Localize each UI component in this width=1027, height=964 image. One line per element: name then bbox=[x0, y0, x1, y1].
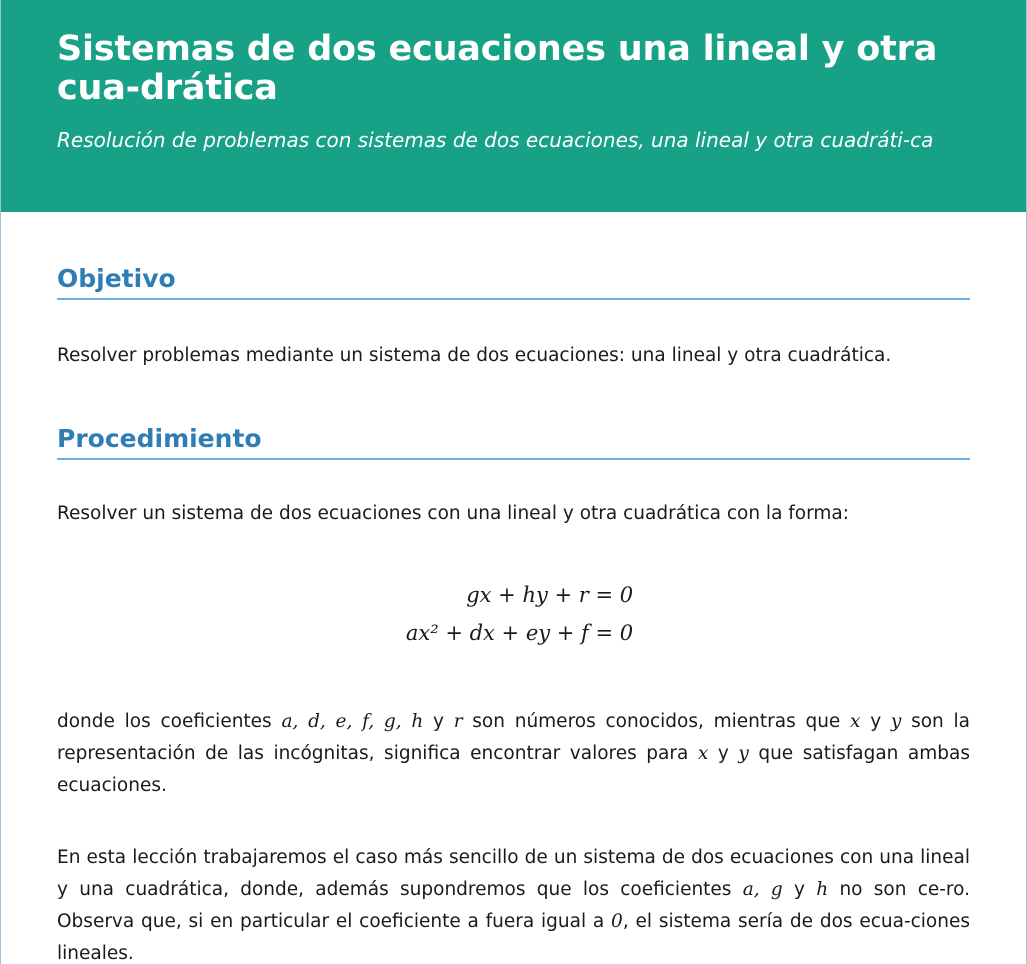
math-var-y: y bbox=[738, 743, 749, 764]
math-var-x: x bbox=[697, 743, 709, 764]
equation-block bbox=[406, 576, 633, 652]
section-title-objetivo: Objetivo bbox=[57, 264, 970, 300]
text-segment: En esta lección trabajaremos el caso más sencillo de un sistema de dos ecuaciones con una lineal y una cuadrática, donde, además supondremos que los coeficientes bbox=[57, 847, 970, 900]
text-segment: son números conocidos, mientras que bbox=[462, 711, 851, 732]
text-segment: que satisfagan ambas ecuaciones. bbox=[57, 743, 970, 796]
text-segment: y bbox=[708, 743, 739, 764]
text-segment: , el sistema sería de dos ecua-ciones lineales. bbox=[57, 911, 970, 964]
section-title-procedimiento: Procedimiento bbox=[57, 424, 970, 460]
page-title: Sistemas de dos ecuaciones una lineal y otra cua-drática bbox=[57, 29, 938, 108]
lesson-content bbox=[1, 264, 1026, 964]
objetivo-text: Resolver problemas mediante un sistema de dos ecuaciones: una lineal y otra cuadrática. bbox=[57, 345, 892, 366]
quadratic-equation: ax² + dx + ey + f = 0 bbox=[405, 621, 634, 645]
math-var-r: r bbox=[453, 711, 463, 732]
text-segment: son la representación de las incógnitas, significa encontrar valores para bbox=[57, 711, 970, 764]
coefficients-paragraph bbox=[57, 706, 970, 802]
equation-system bbox=[57, 576, 970, 652]
procedimiento-intro: Resolver un sistema de dos ecuaciones con una lineal y otra cuadrática con la forma: bbox=[57, 503, 849, 524]
lesson-header bbox=[1, 0, 1026, 212]
text-segment: y bbox=[860, 711, 891, 732]
math-var-x: x bbox=[850, 711, 861, 732]
page-subtitle: Resolución de problemas con sistemas de dos ecuaciones, una lineal y otra cuadráti-ca bbox=[57, 128, 934, 152]
math-var-y: y bbox=[890, 711, 902, 732]
simple-case-paragraph bbox=[57, 842, 970, 964]
math-coefficients: a, d, e, f, g, h bbox=[281, 711, 424, 732]
math-var-h: h bbox=[816, 879, 829, 900]
text-segment: donde los coeficientes bbox=[57, 711, 282, 732]
text-segment: y bbox=[782, 879, 817, 900]
math-zero: 0 bbox=[611, 911, 623, 932]
math-coefficients: a, g bbox=[742, 879, 783, 900]
text-segment: y bbox=[423, 711, 454, 732]
linear-equation: gx + hy + r = 0 bbox=[466, 583, 634, 607]
text-segment: no son ce-ro. Observa que, si en particular el coeficiente a fuera igual a bbox=[57, 879, 971, 932]
